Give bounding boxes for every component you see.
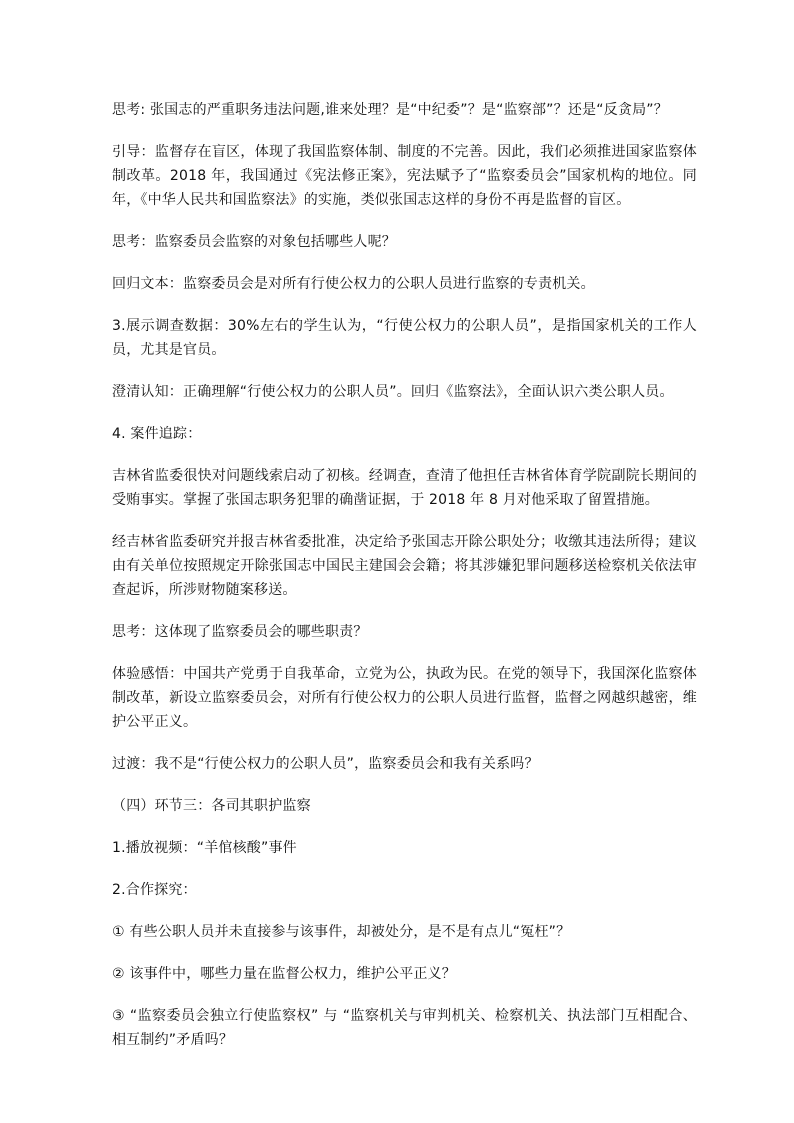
- paragraph-think-who-handles: 思考: 张国志的严重职务违法问题,谁来处理？是“中纪委”？是“监察部”？还是“反贪局”？: [112, 102, 668, 118]
- paragraph-section-three: （四）环节三：各司其职护监察: [112, 798, 311, 814]
- paragraph-question-one: ① 有些公职人员并未直接参与该事件，却被处分，是不是有点儿“冤枉”？: [112, 924, 571, 940]
- paragraph-play-video: 1.播放视频：“羊倌核酸”事件: [112, 840, 297, 856]
- paragraph-cooperative-inquiry: 2.合作探究：: [112, 882, 197, 898]
- paragraph-survey-data: 3.展示调查数据：30%左右的学生认为，“行使公权力的公职人员”，是指国家机关的工作人员，尤其是官员。: [112, 318, 697, 358]
- paragraph-transition: 过渡：我不是“行使公权力的公职人员”，监察委员会和我有关系吗？: [112, 756, 539, 772]
- paragraph-question-three: ③ “监察委员会独立行使监察权” 与 “监察机关与审判机关、检察机关、执法部门互相配合、相互制约”矛盾吗？: [112, 1008, 697, 1048]
- document-body: [112, 98, 697, 1070]
- paragraph-question-two: ② 该事件中，哪些力量在监督公权力，维护公平正义？: [112, 966, 456, 982]
- paragraph-experience: 体验感悟：中国共产党勇于自我革命，立党为公，执政为民。在党的领导下，我国深化监察体制改革，新设立监察委员会，对所有行使公权力的公职人员进行监督，监督之网越织越密，维护公平正义。: [112, 666, 697, 730]
- paragraph-case-tracking-heading: 4. 案件追踪：: [112, 426, 202, 442]
- paragraph-case-investigation: 吉林省监委很快对问题线索启动了初核。经调查，查清了他担任吉林省体育学院副院长期间的受贿事实。掌握了张国志职务犯罪的确凿证据，于 2018 年 8 月对他采取了留置措施。: [112, 468, 697, 508]
- paragraph-return-text: 回归文本：监察委员会是对所有行使公权力的公职人员进行监察的专责机关。: [112, 276, 595, 292]
- paragraph-think-objects: 思考：监察委员会监察的对象包括哪些人呢？: [112, 234, 396, 250]
- paragraph-think-duties: 思考：这体现了监察委员会的哪些职责？: [112, 624, 368, 640]
- paragraph-guide-reform: 引导：监督存在盲区，体现了我国监察体制、制度的不完善。因此，我们必须推进国家监察体制改革。2018 年，我国通过《宪法修正案》，宪法赋予了“监察委员会”国家机构的地位。同年，《中华人民共和国监察法》的实施，类似张国志这样的身份不再是监督的盲区。: [112, 144, 697, 208]
- paragraph-clarify: 澄清认知：正确理解“行使公权力的公职人员”。回归《监察法》，全面认识六类公职人员。: [112, 384, 674, 400]
- paragraph-case-decision: 经吉林省监委研究并报吉林省委批准，决定给予张国志开除公职处分；收缴其违法所得；建议由有关单位按照规定开除张国志中国民主建国会会籍；将其涉嫌犯罪问题移送检察机关依法审查起诉，所涉财物随案移送。: [112, 534, 697, 598]
